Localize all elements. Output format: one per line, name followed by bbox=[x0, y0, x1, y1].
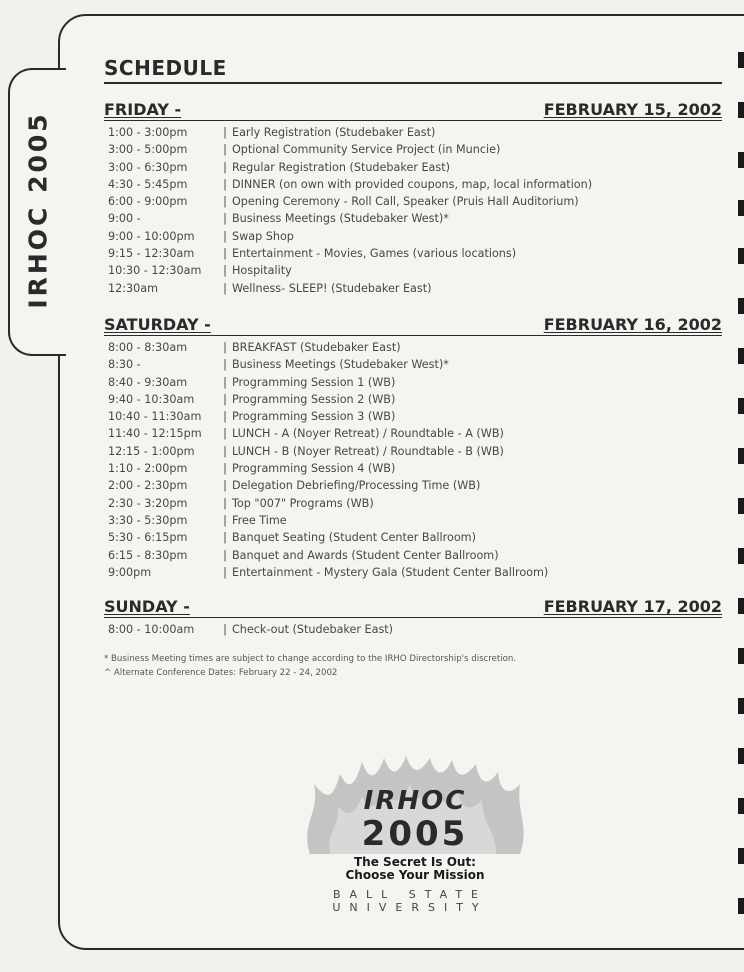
schedule-days bbox=[104, 100, 722, 638]
schedule-row bbox=[108, 280, 722, 297]
binding-mark bbox=[738, 898, 744, 914]
row-separator: | bbox=[223, 462, 227, 476]
row-separator: | bbox=[223, 126, 227, 139]
schedule-row bbox=[108, 425, 722, 442]
event-time: 3:30 - 5:30pm bbox=[108, 513, 188, 527]
event-time: 4:30 - 5:45pm bbox=[108, 177, 188, 191]
logo-wordmark: IRHOC bbox=[363, 786, 467, 816]
event-time: 12:15 - 1:00pm bbox=[108, 444, 195, 458]
schedule-row bbox=[108, 374, 722, 391]
event-description: Optional Community Service Project (in Muncie) bbox=[232, 143, 501, 157]
row-separator: | bbox=[223, 513, 227, 527]
binding-mark bbox=[738, 348, 744, 364]
binding-mark bbox=[738, 248, 744, 264]
day-header bbox=[104, 100, 722, 121]
day-name: FRIDAY - bbox=[104, 100, 182, 119]
event-description: Banquet and Awards (Student Center Ballroom) bbox=[232, 548, 499, 562]
footnotes bbox=[104, 652, 722, 680]
event-time: 6:00 - 9:00pm bbox=[108, 195, 188, 209]
event-description: Hospitality bbox=[232, 264, 292, 278]
event-time: 11:40 - 12:15pm bbox=[108, 427, 202, 441]
row-separator: | bbox=[223, 623, 227, 637]
event-time: 5:30 - 6:15pm bbox=[108, 531, 188, 545]
event-description: Swap Shop bbox=[232, 229, 294, 243]
schedule-row bbox=[108, 529, 722, 546]
row-separator: | bbox=[223, 177, 227, 191]
event-time: 6:15 - 8:30pm bbox=[108, 548, 188, 562]
binding-marks bbox=[734, 40, 744, 940]
schedule-row bbox=[108, 176, 722, 193]
day-date: FEBRUARY 17, 2002 bbox=[543, 597, 722, 617]
row-separator: | bbox=[223, 264, 227, 278]
side-tab-label: IRHOC 2005 bbox=[23, 111, 53, 309]
schedule-title: SCHEDULE bbox=[104, 56, 722, 84]
row-separator: | bbox=[223, 444, 227, 458]
logo-tagline-1: The Secret Is Out: bbox=[354, 855, 476, 869]
row-separator: | bbox=[223, 281, 227, 295]
logo-tagline-2: Choose Your Mission bbox=[345, 868, 485, 882]
schedule-list bbox=[108, 339, 722, 581]
row-separator: | bbox=[223, 548, 227, 562]
event-description: Business Meetings (Studebaker West)* bbox=[232, 212, 449, 226]
schedule-row bbox=[108, 621, 722, 638]
event-description: Free Time bbox=[232, 513, 287, 527]
event-time: 1:10 - 2:00pm bbox=[108, 462, 188, 476]
row-separator: | bbox=[223, 392, 227, 406]
university-name: BALL STATE UNIVERSITY bbox=[332, 888, 488, 914]
event-description: LUNCH - A (Noyer Retreat) / Roundtable - A (WB) bbox=[232, 427, 504, 441]
event-time: 9:15 - 12:30am bbox=[108, 247, 195, 261]
day-block bbox=[104, 597, 722, 638]
event-description: Business Meetings (Studebaker West)* bbox=[232, 358, 449, 372]
event-time: 2:30 - 3:20pm bbox=[108, 496, 188, 510]
row-separator: | bbox=[223, 143, 227, 157]
day-date: FEBRUARY 15, 2002 bbox=[543, 100, 722, 119]
footnote: * Business Meeting times are subject to change according to the IRHO Directorship's discretion. bbox=[104, 654, 517, 665]
schedule-row bbox=[108, 339, 722, 356]
event-description: Programming Session 4 (WB) bbox=[232, 462, 396, 476]
schedule-row bbox=[108, 210, 722, 227]
event-time: 2:00 - 2:30pm bbox=[108, 479, 188, 493]
binding-mark bbox=[738, 548, 744, 564]
event-description: LUNCH - B (Noyer Retreat) / Roundtable - B (WB) bbox=[232, 444, 504, 458]
row-separator: | bbox=[223, 479, 227, 493]
schedule-row bbox=[108, 159, 722, 176]
event-time: 9:00 - 10:00pm bbox=[108, 229, 195, 243]
event-description: Top "007" Programs (WB) bbox=[232, 496, 374, 510]
binding-mark bbox=[738, 848, 744, 864]
event-description: Banquet Seating (Student Center Ballroom) bbox=[232, 531, 476, 545]
day-name: SATURDAY - bbox=[104, 314, 211, 334]
schedule-row bbox=[108, 547, 722, 564]
schedule-row bbox=[108, 228, 722, 245]
event-description: Delegation Debriefing/Processing Time (WB) bbox=[232, 479, 481, 493]
schedule-row bbox=[108, 408, 722, 425]
day-block bbox=[104, 315, 722, 581]
event-time: 10:30 - 12:30am bbox=[108, 264, 202, 278]
row-separator: | bbox=[223, 410, 227, 424]
event-description: Early Registration (Studebaker East) bbox=[232, 126, 436, 139]
event-description: Wellness- SLEEP! (Studebaker East) bbox=[232, 281, 432, 295]
row-separator: | bbox=[223, 247, 227, 261]
event-description: Check-out (Studebaker East) bbox=[232, 623, 394, 637]
event-time: 9:00pm bbox=[108, 565, 152, 579]
row-separator: | bbox=[223, 496, 227, 510]
row-separator: | bbox=[223, 340, 227, 354]
event-time: 3:00 - 5:00pm bbox=[108, 143, 188, 157]
event-description: Opening Ceremony - Roll Call, Speaker (Pruis Hall Auditorium) bbox=[232, 195, 579, 209]
event-time: 12:30am bbox=[108, 281, 158, 295]
schedule-row bbox=[108, 124, 722, 141]
row-separator: | bbox=[223, 531, 227, 545]
row-separator: | bbox=[223, 375, 227, 389]
event-time: 1:00 - 3:00pm bbox=[108, 126, 188, 139]
binding-mark bbox=[738, 200, 744, 216]
row-separator: | bbox=[223, 229, 227, 243]
row-separator: | bbox=[223, 212, 227, 226]
day-block bbox=[104, 100, 722, 297]
schedule-row bbox=[108, 477, 722, 494]
schedule-row bbox=[108, 443, 722, 460]
binding-mark bbox=[738, 398, 744, 414]
row-separator: | bbox=[223, 565, 227, 579]
schedule-row bbox=[108, 512, 722, 529]
event-time: 10:40 - 11:30am bbox=[108, 410, 202, 424]
day-header bbox=[104, 597, 722, 618]
event-time: 8:00 - 10:00am bbox=[108, 623, 195, 637]
schedule-row bbox=[108, 245, 722, 262]
event-description: Programming Session 3 (WB) bbox=[232, 410, 396, 424]
binding-mark bbox=[738, 748, 744, 764]
day-header bbox=[104, 315, 722, 336]
event-description: DINNER (on own with provided coupons, map, local information) bbox=[232, 177, 593, 191]
schedule-row bbox=[108, 460, 722, 477]
schedule-row bbox=[108, 262, 722, 279]
schedule-row bbox=[108, 391, 722, 408]
logo-year: 2005 bbox=[361, 814, 469, 854]
binding-mark bbox=[738, 152, 744, 168]
event-time: 3:00 - 6:30pm bbox=[108, 160, 188, 174]
event-description: Regular Registration (Studebaker East) bbox=[232, 160, 450, 174]
event-time: 8:30 - bbox=[108, 358, 141, 372]
binding-mark bbox=[738, 298, 744, 314]
row-separator: | bbox=[223, 160, 227, 174]
schedule-row bbox=[108, 356, 722, 373]
event-description: Entertainment - Mystery Gala (Student Center Ballroom) bbox=[232, 565, 549, 579]
event-time: 9:40 - 10:30am bbox=[108, 392, 195, 406]
row-separator: | bbox=[223, 427, 227, 441]
event-description: Programming Session 1 (WB) bbox=[232, 375, 396, 389]
row-separator: | bbox=[223, 195, 227, 209]
binding-mark bbox=[738, 102, 744, 118]
schedule-row bbox=[108, 564, 722, 581]
binding-mark bbox=[738, 648, 744, 664]
footnote: ^ Alternate Conference Dates: February 22 - 24, 2002 bbox=[104, 668, 338, 679]
day-name: SUNDAY - bbox=[104, 597, 190, 617]
binding-mark bbox=[738, 52, 744, 68]
schedule-row bbox=[108, 495, 722, 512]
binding-mark bbox=[738, 448, 744, 464]
row-separator: | bbox=[223, 358, 227, 372]
conference-logo bbox=[300, 754, 530, 894]
event-time: 8:00 - 8:30am bbox=[108, 340, 188, 354]
event-time: 9:00 - bbox=[108, 212, 141, 226]
binding-mark bbox=[738, 498, 744, 514]
event-description: BREAKFAST (Studebaker East) bbox=[232, 340, 401, 354]
binding-mark bbox=[738, 698, 744, 714]
event-description: Entertainment - Movies, Games (various locations) bbox=[232, 247, 517, 261]
event-time: 8:40 - 9:30am bbox=[108, 375, 188, 389]
schedule-content bbox=[104, 56, 722, 680]
schedule-row bbox=[108, 141, 722, 158]
binding-mark bbox=[738, 798, 744, 814]
schedule-row bbox=[108, 193, 722, 210]
schedule-list bbox=[108, 124, 722, 297]
day-date: FEBRUARY 16, 2002 bbox=[543, 314, 722, 334]
schedule-list bbox=[108, 621, 722, 638]
binding-mark bbox=[738, 598, 744, 614]
event-description: Programming Session 2 (WB) bbox=[232, 392, 396, 406]
